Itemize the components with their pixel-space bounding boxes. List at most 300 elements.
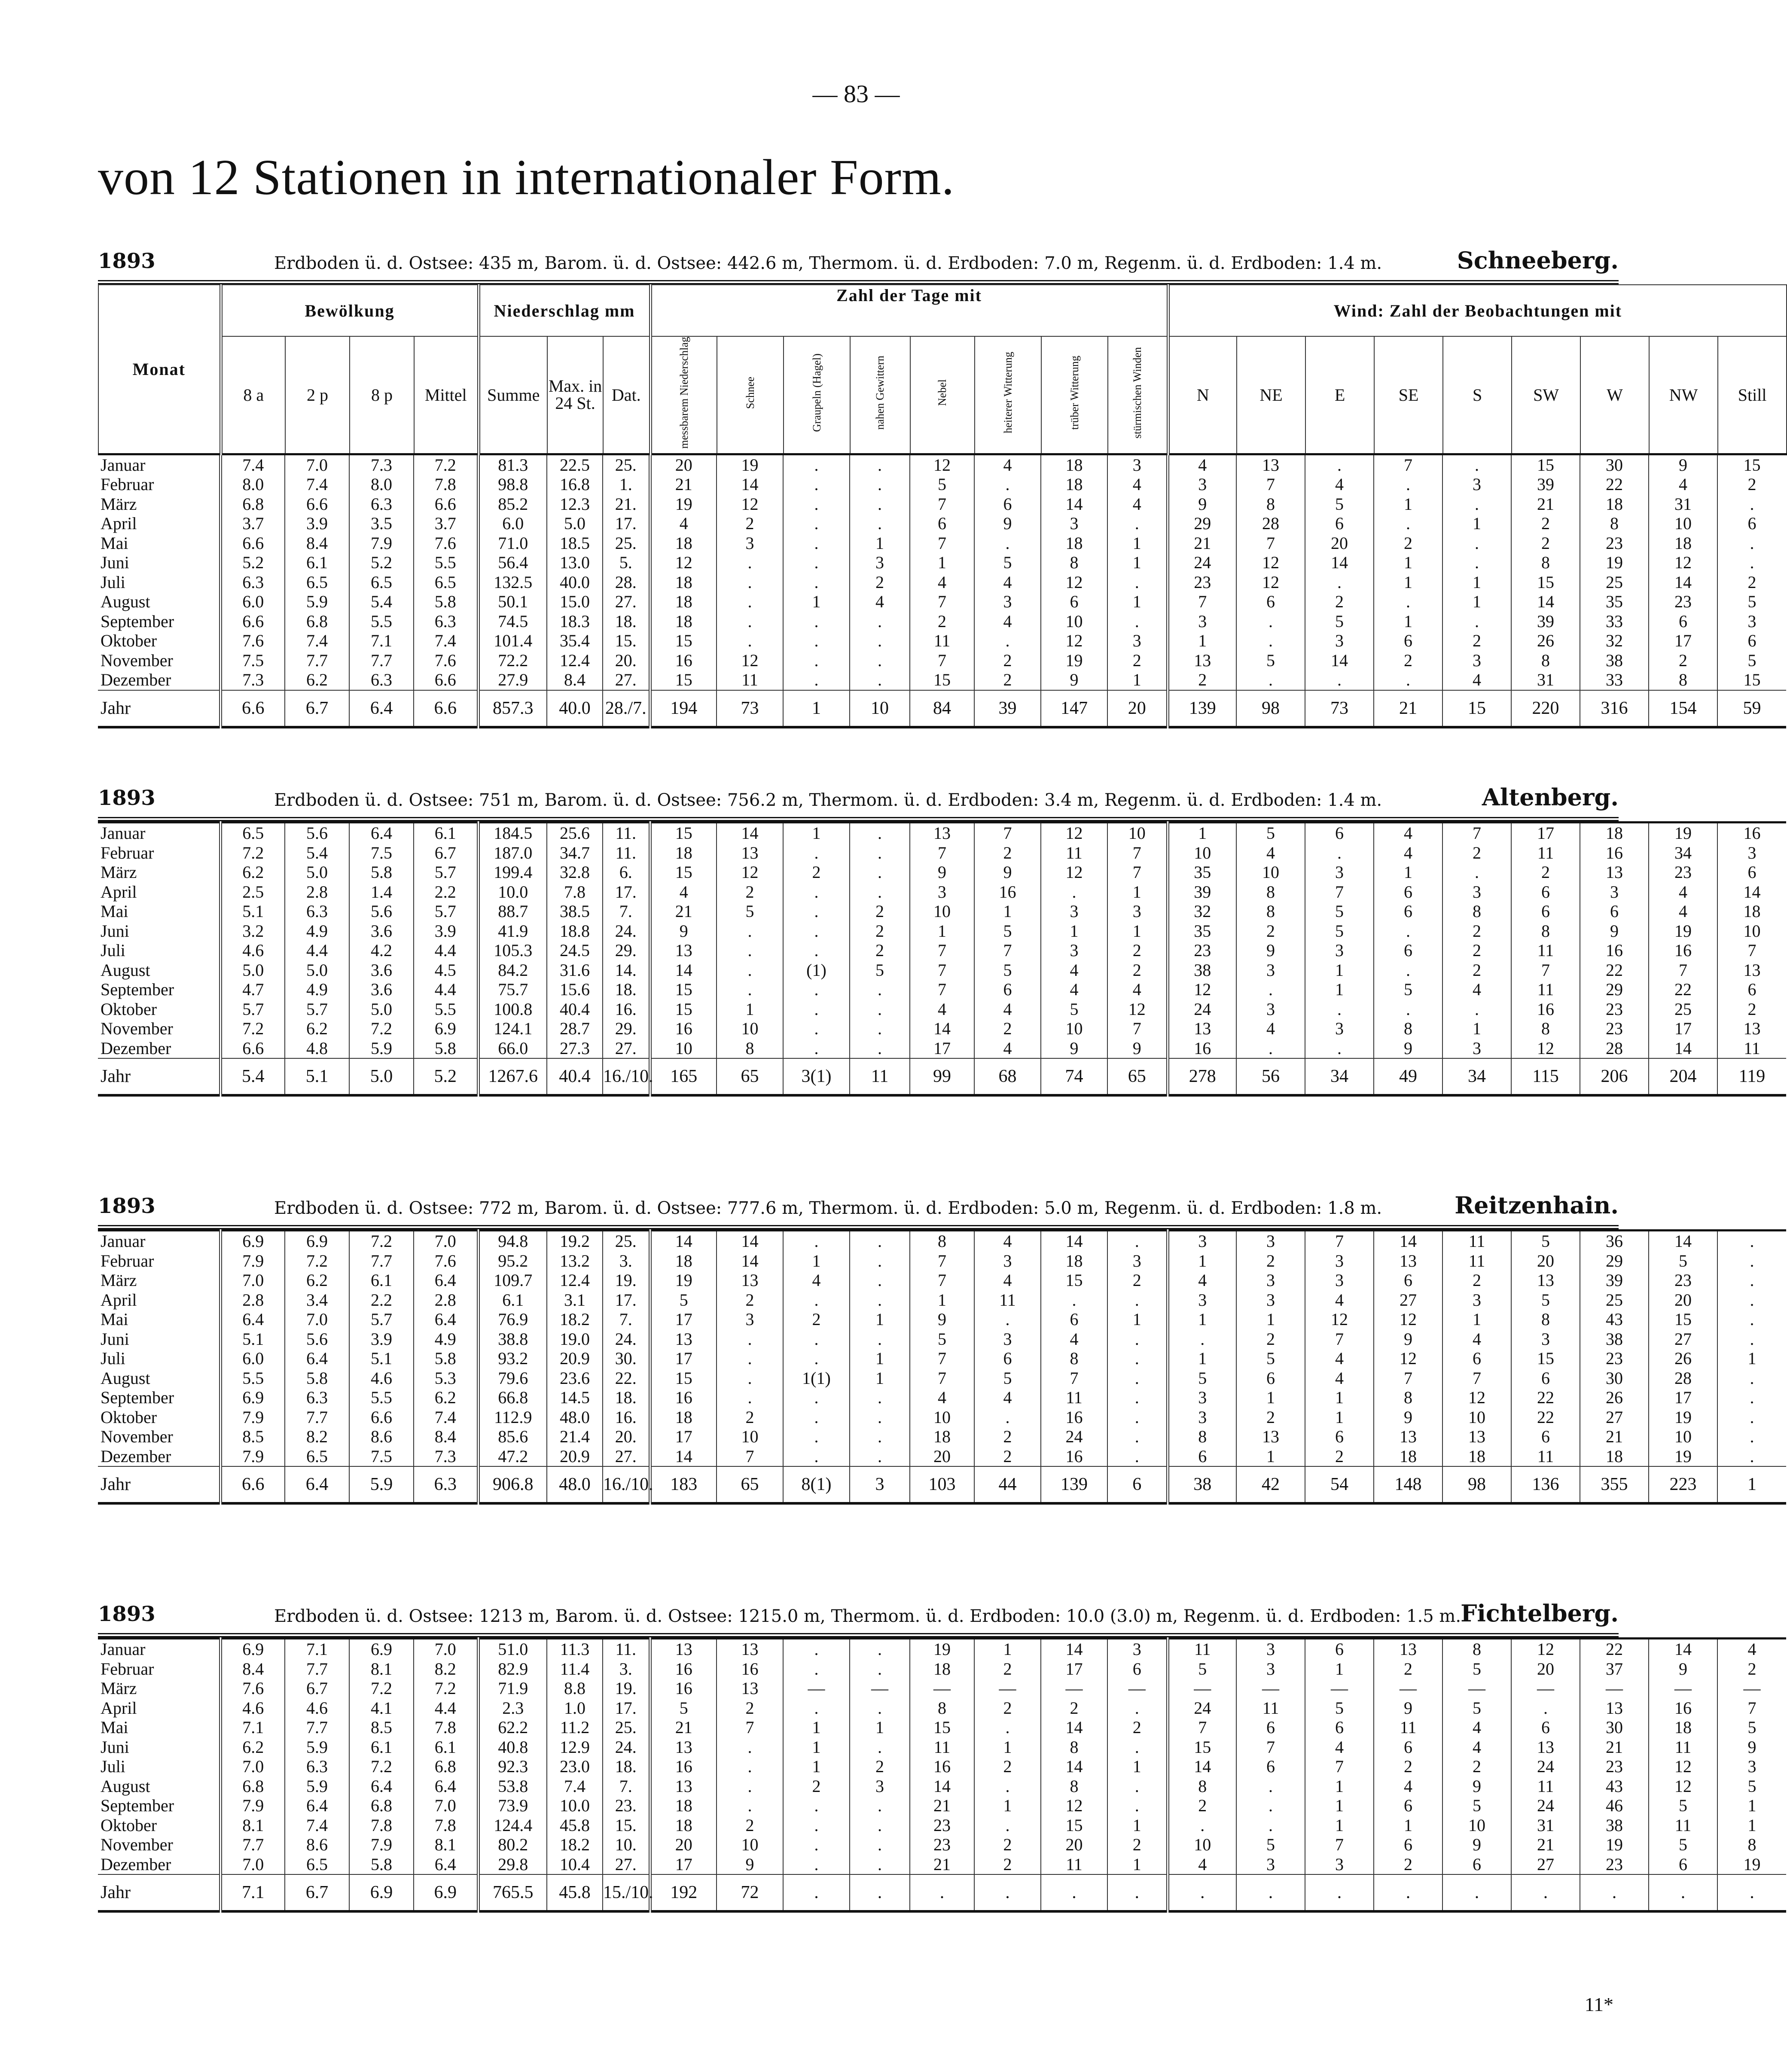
value-cell: 6.6 <box>285 494 349 514</box>
value-cell: 7.7 <box>220 1835 285 1855</box>
value-cell: 31 <box>1649 494 1717 514</box>
value-cell: 10 <box>1168 843 1236 863</box>
value-cell: 7 <box>1374 1368 1442 1388</box>
value-cell: 1 <box>1442 1310 1511 1329</box>
value-cell: 11 <box>1511 980 1580 999</box>
value-cell: 5.7 <box>414 902 478 921</box>
value-cell: 8.0 <box>220 475 285 494</box>
total-cell: 84 <box>910 690 974 727</box>
value-cell: 6.0 <box>220 1349 285 1368</box>
value-cell: 3.6 <box>349 960 414 980</box>
value-cell: 1 <box>1107 1757 1168 1776</box>
value-cell: 7 <box>910 1368 974 1388</box>
total-cell: . <box>974 1874 1041 1911</box>
value-cell: 2 <box>850 573 910 592</box>
value-cell: . <box>717 553 783 573</box>
value-cell: 6 <box>1236 592 1305 612</box>
value-cell: 13 <box>1374 1639 1442 1659</box>
total-cell: 74 <box>1041 1058 1107 1095</box>
value-cell: . <box>1107 1290 1168 1310</box>
header-wind-dir: N <box>1168 336 1237 454</box>
value-cell: 6.5 <box>285 1855 349 1875</box>
value-cell: 7 <box>1442 823 1511 843</box>
total-cell: . <box>1168 1874 1236 1911</box>
total-cell: . <box>1649 1874 1717 1911</box>
value-cell: 12.4 <box>547 1271 603 1290</box>
value-cell: 1 <box>1374 1816 1442 1835</box>
value-cell: 28 <box>1236 514 1305 533</box>
value-cell: 18 <box>1717 902 1786 921</box>
value-cell: 7 <box>910 1349 974 1368</box>
value-cell: 5 <box>974 1368 1041 1388</box>
value-cell: 25. <box>603 1718 650 1737</box>
value-cell: 15. <box>603 1816 650 1835</box>
value-cell: 14 <box>717 1231 783 1251</box>
value-cell: 21. <box>603 494 650 514</box>
value-cell: . <box>850 823 910 843</box>
value-cell: 10 <box>1041 1019 1107 1039</box>
value-cell: 5 <box>850 960 910 980</box>
value-cell: . <box>783 573 850 592</box>
month-cell: Dezember <box>101 1854 171 1874</box>
value-cell: 46 <box>1580 1796 1649 1816</box>
value-cell: 11 <box>1041 1855 1107 1875</box>
value-cell: 6.7 <box>414 843 478 863</box>
value-cell: 5 <box>1305 902 1374 921</box>
value-cell: 5.1 <box>220 902 285 921</box>
value-cell: 24 <box>1041 1427 1107 1447</box>
value-cell: 10 <box>1649 1427 1717 1447</box>
value-cell: . <box>783 1698 850 1718</box>
value-cell: 6.5 <box>349 573 414 592</box>
value-cell: 1 <box>1168 823 1236 843</box>
value-cell: 5 <box>1236 823 1305 843</box>
value-cell: 1 <box>1168 1310 1236 1329</box>
table-row <box>98 553 1786 573</box>
value-cell: 6.8 <box>414 1757 478 1776</box>
total-cell: 65 <box>717 1058 783 1095</box>
value-cell: 16 <box>650 1019 717 1039</box>
header-day-type: Schnee <box>717 336 784 454</box>
value-cell: 7.3 <box>220 670 285 690</box>
value-cell: 34 <box>1649 843 1717 863</box>
value-cell: 14 <box>1649 1639 1717 1659</box>
value-cell: 3 <box>1236 1290 1305 1310</box>
value-cell: 6.1 <box>478 1290 547 1310</box>
value-cell: 7 <box>1107 843 1168 863</box>
value-cell: 18 <box>650 1816 717 1835</box>
value-cell: 3 <box>1305 1251 1374 1271</box>
value-cell: 7 <box>910 960 974 980</box>
value-cell: 17 <box>650 1310 717 1329</box>
value-cell: 6.0 <box>478 514 547 533</box>
value-cell: 4 <box>1107 475 1168 494</box>
value-cell: 4.1 <box>349 1698 414 1718</box>
total-cell: . <box>1236 1874 1305 1911</box>
value-cell: 6.3 <box>349 494 414 514</box>
value-cell: 13 <box>1511 1737 1580 1757</box>
value-cell: 2 <box>1717 1659 1786 1679</box>
value-cell: 45.8 <box>547 1816 603 1835</box>
value-cell: 14 <box>1305 651 1374 670</box>
value-cell: 15 <box>910 1718 974 1737</box>
value-cell: 6.5 <box>285 1447 349 1467</box>
value-cell: 18 <box>1374 1447 1442 1467</box>
value-cell: 14 <box>910 1019 974 1039</box>
value-cell: 7 <box>974 941 1041 960</box>
value-cell: 6 <box>1041 1310 1107 1329</box>
value-cell: 66.8 <box>478 1388 547 1408</box>
header-day-type: stürmischen Winden <box>1108 336 1168 454</box>
value-cell: 20 <box>650 1835 717 1855</box>
value-cell: 18 <box>1580 823 1649 843</box>
value-cell: 3.2 <box>220 921 285 941</box>
value-cell: 5 <box>1717 592 1786 612</box>
value-cell: 8 <box>1041 1349 1107 1368</box>
value-cell: 2 <box>1717 475 1786 494</box>
value-cell: 4 <box>650 514 717 533</box>
value-cell: . <box>1041 1290 1107 1310</box>
value-cell: . <box>1107 1231 1168 1251</box>
total-cell: 6.4 <box>349 690 414 727</box>
value-cell: 6.9 <box>285 1231 349 1251</box>
total-cell: . <box>1107 1874 1168 1911</box>
value-cell: 16 <box>650 1757 717 1776</box>
total-cell: 73 <box>717 690 783 727</box>
value-cell: 1 <box>850 1310 910 1329</box>
value-cell: 32 <box>1168 902 1236 921</box>
value-cell: 13 <box>1236 455 1305 475</box>
value-cell: . <box>850 1271 910 1290</box>
value-cell: . <box>717 1349 783 1368</box>
value-cell: . <box>850 475 910 494</box>
value-cell: 5.6 <box>285 1329 349 1349</box>
year-total-row <box>98 1874 1786 1911</box>
value-cell: . <box>717 1776 783 1796</box>
station-table <box>98 821 1786 1097</box>
total-cell: 5.4 <box>220 1058 285 1095</box>
value-cell: 6 <box>1168 1447 1236 1467</box>
value-cell: . <box>850 999 910 1019</box>
value-cell: — <box>1374 1679 1442 1698</box>
value-cell: 7.8 <box>414 1816 478 1835</box>
value-cell: . <box>850 1290 910 1310</box>
value-cell: 27 <box>1580 1408 1649 1427</box>
value-cell: 39 <box>1168 882 1236 902</box>
value-cell: — <box>1041 1679 1107 1698</box>
value-cell: 38 <box>1580 1816 1649 1835</box>
value-cell: 4.4 <box>285 941 349 960</box>
value-cell: 21 <box>1168 533 1236 553</box>
value-cell: 12 <box>1107 999 1168 1019</box>
value-cell: 7 <box>1511 960 1580 980</box>
table-row <box>98 1039 1786 1059</box>
value-cell: . <box>1374 960 1442 980</box>
value-cell: 7 <box>1305 1757 1374 1776</box>
total-cell: . <box>1442 1874 1511 1911</box>
value-cell: 6.3 <box>285 902 349 921</box>
value-cell: 7.4 <box>285 475 349 494</box>
value-cell: 26 <box>1649 1349 1717 1368</box>
value-cell: 3 <box>974 1329 1041 1349</box>
value-cell: 1 <box>1107 533 1168 553</box>
value-cell: 5.0 <box>547 514 603 533</box>
value-cell: 13 <box>1168 651 1236 670</box>
value-cell: 13 <box>650 941 717 960</box>
value-cell: 10 <box>1168 1835 1236 1855</box>
value-cell: 2 <box>783 862 850 882</box>
value-cell: 6 <box>1511 1427 1580 1447</box>
value-cell: 4 <box>1168 455 1236 475</box>
table-row <box>98 1408 1786 1427</box>
total-cell: 7.1 <box>220 1874 285 1911</box>
value-cell: 6 <box>1236 1718 1305 1737</box>
value-cell: . <box>1236 670 1305 690</box>
value-cell: 3 <box>1305 1271 1374 1290</box>
value-cell: 3 <box>1511 1329 1580 1349</box>
value-cell: 6.2 <box>220 862 285 882</box>
value-cell: . <box>783 843 850 863</box>
value-cell: 5.3 <box>414 1368 478 1388</box>
month-cell: Juni <box>101 1329 129 1349</box>
header-wind-dir: SE <box>1374 336 1443 454</box>
value-cell: 12 <box>1649 1757 1717 1776</box>
total-cell: 16./10. <box>603 1466 650 1503</box>
value-cell: 2 <box>850 921 910 941</box>
value-cell: 13 <box>910 823 974 843</box>
total-cell: 40.0 <box>547 690 603 727</box>
value-cell: 12 <box>1374 1310 1442 1329</box>
value-cell: . <box>783 553 850 573</box>
month-cell: Januar <box>101 455 146 475</box>
value-cell: . <box>783 1408 850 1427</box>
value-cell: 6 <box>1649 612 1717 631</box>
value-cell: 6.1 <box>349 1271 414 1290</box>
value-cell: 6 <box>1305 514 1374 533</box>
value-cell: 3 <box>1041 902 1107 921</box>
value-cell: 1 <box>1107 1855 1168 1875</box>
value-cell: 10. <box>603 1835 650 1855</box>
value-cell: 10 <box>1236 862 1305 882</box>
value-cell: 5.0 <box>349 999 414 1019</box>
value-cell: 6.4 <box>414 1271 478 1290</box>
value-cell: 1 <box>1107 1816 1168 1835</box>
value-cell: 18 <box>1041 455 1107 475</box>
value-cell: 5.1 <box>349 1349 414 1368</box>
total-cell: 355 <box>1580 1466 1649 1503</box>
value-cell: 25 <box>1649 999 1717 1019</box>
value-cell: 3 <box>1168 1408 1236 1427</box>
value-cell: 71.9 <box>478 1679 547 1698</box>
value-cell: 4.5 <box>414 960 478 980</box>
value-cell: 9 <box>1107 1039 1168 1059</box>
value-cell: 6.6 <box>220 1039 285 1059</box>
value-cell: . <box>850 1408 910 1427</box>
value-cell: . <box>1442 999 1511 1019</box>
value-cell: 19 <box>910 1639 974 1659</box>
total-cell: . <box>783 1874 850 1911</box>
value-cell: 7.3 <box>414 1447 478 1467</box>
value-cell: 3 <box>1580 882 1649 902</box>
value-cell: 12 <box>1649 1776 1717 1796</box>
header-day-type: nahen Gewittern <box>850 336 910 454</box>
month-cell: November <box>101 650 173 670</box>
total-cell: 147 <box>1041 690 1107 727</box>
value-cell: . <box>1442 533 1511 553</box>
value-cell: 13 <box>650 1639 717 1659</box>
total-cell: 28./7. <box>603 690 650 727</box>
total-cell: 6.3 <box>414 1466 478 1503</box>
value-cell: 15 <box>1649 1310 1717 1329</box>
month-cell: Oktober <box>101 999 157 1019</box>
value-cell: 10 <box>1041 612 1107 631</box>
value-cell: 41.9 <box>478 921 547 941</box>
value-cell: 19 <box>650 494 717 514</box>
value-cell: 4 <box>910 999 974 1019</box>
month-cell: Januar <box>101 1639 146 1659</box>
value-cell: 35 <box>1168 921 1236 941</box>
value-cell: 7.6 <box>414 533 478 553</box>
value-cell: 5.5 <box>349 1388 414 1408</box>
value-cell: 5.7 <box>414 862 478 882</box>
value-cell: 18 <box>1580 1447 1649 1467</box>
value-cell: . <box>1717 1290 1786 1310</box>
value-cell: 1 <box>1374 573 1442 592</box>
station-info: Erdboden ü. d. Ostsee: 751 m, Barom. ü. d. Ostsee: 756.2 m, Thermom. ü. d. Erdboden: 3.4 m, Regenm. ü. d. Erdboden: 1.4 m. <box>274 790 1382 810</box>
total-cell: 223 <box>1649 1466 1717 1503</box>
value-cell: 25. <box>603 533 650 553</box>
value-cell: 6 <box>1374 902 1442 921</box>
value-cell: . <box>783 902 850 921</box>
value-cell: 6 <box>910 514 974 533</box>
value-cell: 30 <box>1580 1368 1649 1388</box>
station-name: Reitzenhain. <box>1455 1191 1619 1219</box>
value-cell: 17 <box>650 1349 717 1368</box>
total-cell: . <box>1511 1874 1580 1911</box>
value-cell: 19.0 <box>547 1329 603 1349</box>
value-cell: 3 <box>1305 631 1374 651</box>
value-cell: 27 <box>1511 1855 1580 1875</box>
total-cell: . <box>1580 1874 1649 1911</box>
value-cell: 8.2 <box>285 1427 349 1447</box>
value-cell: 17 <box>1649 1019 1717 1039</box>
value-cell: 5.8 <box>414 1039 478 1059</box>
value-cell: 2 <box>1511 533 1580 553</box>
value-cell: . <box>783 1816 850 1835</box>
value-cell: 1 <box>1442 592 1511 612</box>
value-cell: 24.5 <box>547 941 603 960</box>
value-cell: 11.3 <box>547 1639 603 1659</box>
value-cell: 14 <box>1649 1231 1717 1251</box>
value-cell: 17. <box>603 514 650 533</box>
value-cell: 12 <box>1305 1310 1374 1329</box>
value-cell: 4 <box>1236 843 1305 863</box>
value-cell: 7. <box>603 1776 650 1796</box>
table-row <box>98 921 1786 941</box>
value-cell: 3 <box>1305 862 1374 882</box>
value-cell: 5 <box>1041 999 1107 1019</box>
value-cell: . <box>1107 1776 1168 1796</box>
value-cell: 3 <box>1236 960 1305 980</box>
value-cell: 20.9 <box>547 1349 603 1368</box>
value-cell: 1 <box>1305 960 1374 980</box>
value-cell: 3 <box>1236 1231 1305 1251</box>
value-cell: 9 <box>1442 1776 1511 1796</box>
value-cell: . <box>1442 553 1511 573</box>
value-cell: 13 <box>1374 1427 1442 1447</box>
value-cell: 2 <box>1236 921 1305 941</box>
month-cell: August <box>101 592 150 612</box>
value-cell: 4 <box>1168 1271 1236 1290</box>
value-cell: 2 <box>717 514 783 533</box>
value-cell: 11.4 <box>547 1659 603 1679</box>
value-cell: . <box>783 612 850 631</box>
value-cell: 23 <box>910 1835 974 1855</box>
value-cell: 9 <box>1374 1408 1442 1427</box>
value-cell: 9 <box>1649 455 1717 475</box>
value-cell: 4 <box>1442 1718 1511 1737</box>
value-cell: 1 <box>974 1737 1041 1757</box>
table-row <box>98 1796 1786 1816</box>
value-cell: 2 <box>1107 1718 1168 1737</box>
value-cell: 7.1 <box>349 631 414 651</box>
total-cell: 220 <box>1511 690 1580 727</box>
value-cell: 4 <box>1236 1019 1305 1039</box>
value-cell: . <box>783 670 850 690</box>
value-cell: 12 <box>1374 1349 1442 1368</box>
value-cell: 2 <box>717 1698 783 1718</box>
value-cell: . <box>783 1019 850 1039</box>
value-cell: 7 <box>1236 533 1305 553</box>
value-cell: 100.8 <box>478 999 547 1019</box>
value-cell: . <box>1107 1796 1168 1816</box>
total-cell: 6.7 <box>285 690 349 727</box>
value-cell: 6 <box>1374 941 1442 960</box>
value-cell: 10 <box>1717 921 1786 941</box>
value-cell: 6 <box>1236 1757 1305 1776</box>
value-cell: 2 <box>1442 631 1511 651</box>
value-cell: 6.6 <box>349 1408 414 1427</box>
value-cell: 7 <box>910 941 974 960</box>
value-cell: . <box>1717 533 1786 553</box>
station-name: Fichtelberg. <box>1461 1600 1619 1627</box>
value-cell: 1 <box>910 553 974 573</box>
value-cell: 18.3 <box>547 612 603 631</box>
value-cell: 4 <box>1649 475 1717 494</box>
month-cell: August <box>101 1776 150 1796</box>
value-cell: 1 <box>717 999 783 1019</box>
value-cell: 10 <box>910 902 974 921</box>
value-cell: 13 <box>717 1679 783 1698</box>
header-niederschlag: Niederschlag mm <box>479 285 650 336</box>
value-cell: 16 <box>717 1659 783 1679</box>
value-cell: 6 <box>1305 1427 1374 1447</box>
value-cell: 2 <box>1717 573 1786 592</box>
value-cell: . <box>974 1408 1041 1427</box>
value-cell: 7.2 <box>349 1679 414 1698</box>
value-cell: 4 <box>1649 882 1717 902</box>
value-cell: . <box>850 882 910 902</box>
value-cell: 13 <box>1580 1698 1649 1718</box>
value-cell: 4 <box>974 1388 1041 1408</box>
total-cell: 72 <box>717 1874 783 1911</box>
value-cell: 6 <box>1305 1718 1374 1737</box>
value-cell: 11.2 <box>547 1718 603 1737</box>
value-cell: 7. <box>603 902 650 921</box>
value-cell: . <box>783 475 850 494</box>
value-cell: — <box>783 1679 850 1698</box>
value-cell: 5 <box>910 475 974 494</box>
